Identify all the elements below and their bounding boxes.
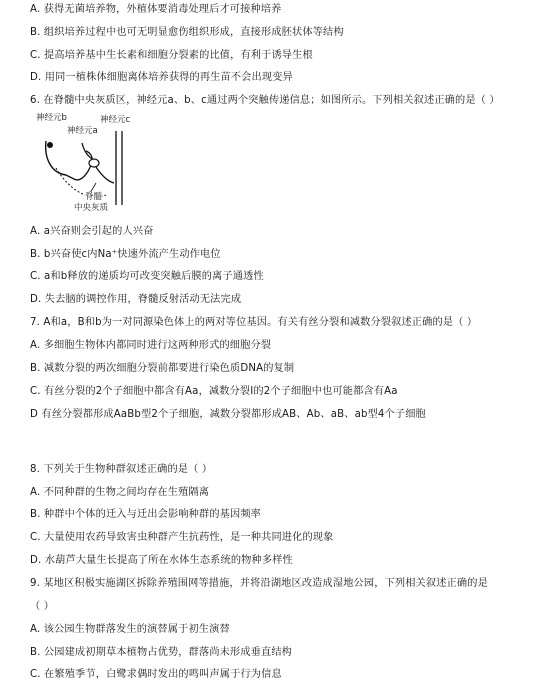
label-neuron-a: 神经元a — [67, 126, 98, 136]
question-line: D. 用同一植株体细胞离体培养获得的再生苗不会出现变异 — [30, 72, 293, 83]
option-line: A. a兴奋则会引起的人兴奋 — [30, 226, 154, 237]
option-line: C. 有丝分裂的2个子细胞中都含有Aa，减数分裂Ⅰ的2个子细胞中也可能都含有Aa — [30, 386, 398, 397]
label-neuron-b: 神经元b — [36, 113, 67, 123]
option-line: D. 水葫芦大量生长提高了所在水体生态系统的物种多样性 — [30, 555, 293, 566]
question-line: C. 提高培养基中生长素和细胞分裂素的比值，有利于诱导生根 — [30, 50, 313, 61]
synapse-terminal — [89, 159, 99, 167]
question-stem: 6. 在脊髓中央灰质区，神经元a、b、c通过两个突触传递信息；如图所示。下列相关叙述正确的是（ ） — [30, 95, 500, 106]
label-central-gray: 中央灰质 — [74, 203, 109, 213]
option-line: C. a和b释放的递质均可改变突触后膜的离子通透性 — [30, 271, 264, 282]
option-line: B. 公园建成初期草本植物占优势，群落尚未形成垂直结构 — [30, 647, 293, 658]
option-line: A. 多细胞生物体内都同时进行这两种形式的细胞分裂 — [30, 340, 272, 351]
label-spinal-cord: 脊髓 — [85, 192, 103, 202]
option-line: C. 大量使用农药导致害虫种群产生抗药性，是一种共同进化的现象 — [30, 532, 334, 543]
option-line: D 有丝分裂都形成AaBb型2个子细胞，减数分裂都形成AB、Ab、aB、ab型4个子细胞 — [30, 409, 426, 420]
option-line: A. 不同种群的生物之间均存在生殖隔离 — [30, 487, 210, 498]
option-line: D. 失去脑的调控作用，脊髓反射活动无法完成 — [30, 294, 242, 305]
spinal-cord-neuron-diagram — [36, 113, 146, 218]
option-line: A. 该公园生物群落发生的演替属于初生演替 — [30, 624, 230, 635]
question-stem: 9. 某地区积极实施湖区拆除养殖围网等措施，并将沿湖地区改造成湿地公园，下列相关叙述正确的是 — [30, 578, 488, 589]
option-line: B. 种群中个体的迁入与迁出会影响种群的基因频率 — [30, 509, 262, 520]
question-stem: 8. 下列关于生物种群叙述正确的是（ ） — [30, 464, 213, 475]
option-line: C. 在繁殖季节，白鹭求偶时发出的鸣叫声属于行为信息 — [30, 669, 282, 680]
option-line: B. b兴奋使c内Na⁺快速外流产生动作电位 — [30, 249, 221, 260]
question-line: B. 组织培养过程中也可无明显愈伤组织形成，直接形成胚状体等结构 — [30, 27, 344, 38]
question-line: A. 获得无菌培养物，外植体要消毒处理后才可接种培养 — [30, 4, 282, 15]
neuron-b-body — [47, 142, 53, 148]
question-stem: 7. A和a，B和b为一对同源染色体上的两对等位基因。有关有丝分裂和减数分裂叙述正确的是（ ） — [30, 317, 478, 328]
neuron-c-dendrite — [96, 167, 114, 183]
label-neuron-c: 神经元c — [100, 115, 131, 125]
answer-blank: （ ） — [30, 601, 55, 612]
option-line: B. 减数分裂的两次细胞分裂前都要进行染色质DNA的复制 — [30, 363, 295, 374]
